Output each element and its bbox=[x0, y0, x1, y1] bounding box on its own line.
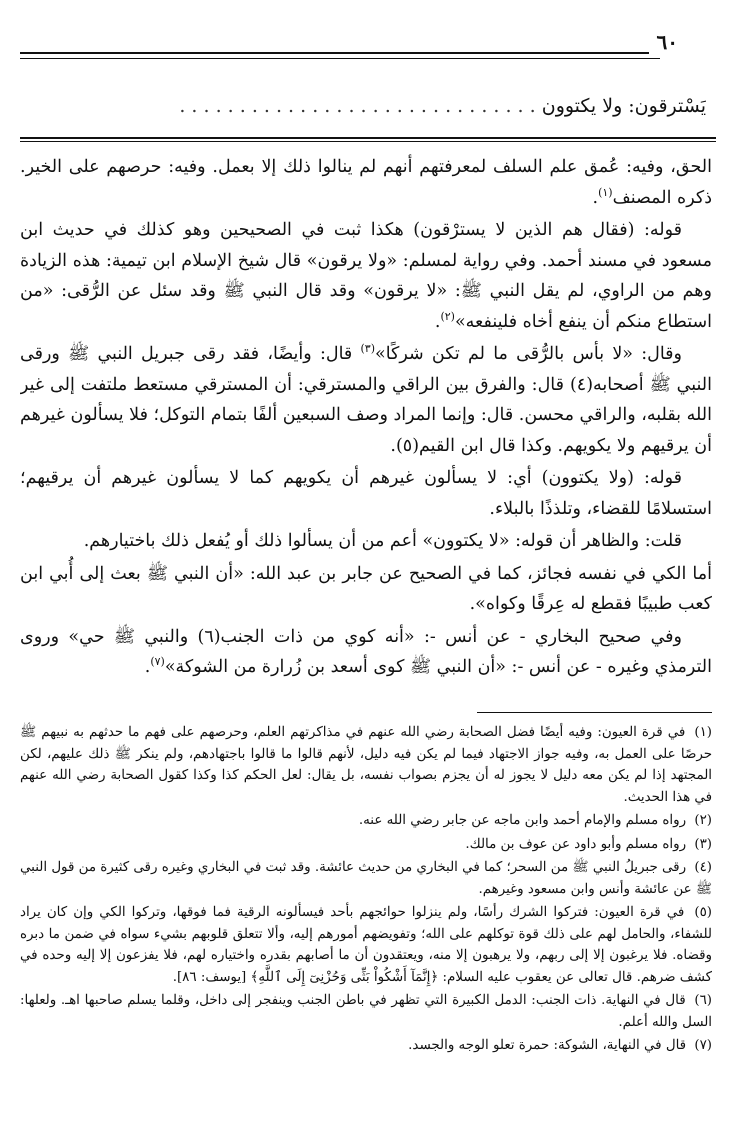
footnote: (٤) رقى جبريلُ النبي ﷺ من السحر؛ كما في البخاري من حديث عائشة. وقد ثبت في البخاري وغيره رقى كثيرة من قول النبي ﷺ عن عائشة وأنس وابن مسعود وغيرهم. bbox=[20, 860, 712, 897]
paragraph: قوله: (ولا يكتوون) أي: لا يسألون غيرهم أن يكويهم كما لا يسألون غيرهم أن يرقيهم؛ استسلامًا للقضاء، وتلذذًا بالبلاء. bbox=[20, 468, 712, 519]
top-rule-thin bbox=[20, 58, 660, 59]
footnote-ref: (٢) bbox=[440, 309, 455, 323]
main-text bbox=[20, 152, 712, 697]
footnote-ref: (٣) bbox=[360, 342, 376, 356]
running-header-text: يَسْترقون: ولا يكتوون bbox=[541, 95, 706, 117]
footnote: (١) في قرة العيون: وفيه أيضًا فضل الصحابة رضي الله عنهم في مذاكرتهم العلم، وحرصهم على فهم ما حدثهم به نبيهم ﷺ حرصًا على العمل به، وفيه جواز الاجتهاد فيما لم يكن فيه دليل، لأنهم قالوا ما قالوا باجتهادهم، ولم ينكر ﷺ ذلك عليهم، لكن المجتهد إذا لم يكن معه دليل لا يجوز له أن يجزم بصواب نفسه، بل يقال: لعل الحكم كذا وكذا كقول الصحابة رضي الله عنهم في هذا الحديث. bbox=[20, 725, 712, 805]
page-number: ٦٠ bbox=[649, 30, 686, 54]
footnote: (٥) في قرة العيون: فتركوا الشرك رأسًا، ولم ينزلوا حوائجهم بأحد فيسألونه الرقية فما فوقها، وتركوا الكي وإن كان يراد للشفاء، والحامل لهم على ذلك قوة توكلهم على الله؛ وتفويضهم أمورهم إليه، وألا تتعلق قلوبهم بشيء سواه في ضمن ما دبره وقضاه. فلا يرغبون إلا إلى ربهم، ولا يرهبون إلا منه، ويعتقدون أن ما أصابهم بقدره واختياره لهم، فلا يفزعون إلا إليه وحده في كشف ضرهم. قال تعالى عن يعقوب عليه السلام: ﴿إِنَّمَآ أَشْكُواْ بَثِّى وَحُزْنِىٓ إِلَى ٱللَّهِ﴾ [يوسف: ٨٦]. bbox=[20, 905, 712, 985]
paragraph: أما الكي في نفسه فجائز، كما في الصحيح عن جابر بن عبد الله: «أن النبي ﷺ بعث إلى أُبي ابن كعب طبيبًا فقطع له عِرقًا وكواه». bbox=[20, 563, 712, 614]
paragraph: قوله: (فقال هم الذين لا يسترْقون) هكذا ثبت في الصحيحين وهو كذلك في حديث ابن مسعود في مسند أحمد. وفي رواية لمسلم: «ولا يرقون» قال شيخ الإسلام ابن تيمية: هذه الزيادة وهم من الراوي، لم يقل النبي ﷺ: «لا يرقون» وقد قال النبي ﷺ وقد سئل عن الرُّقى: «من استطاع منكم أن ينفع أخاه فلينفعه»$^{(٢)}$. bbox=[20, 220, 712, 332]
footnote-ref: (٧) bbox=[150, 655, 165, 669]
footnote-separator bbox=[477, 712, 712, 713]
running-header bbox=[20, 93, 706, 119]
footnote: (٣) رواه مسلم وأبو داود عن عوف بن مالك. bbox=[465, 836, 712, 852]
paragraph: الحق، وفيه: عُمق علم السلف لمعرفتهم أنهم لم ينالوا ذلك إلا بعمل. وفيه: حرصهم على الخير. ذكره المصنف$^{(١)}$. bbox=[20, 157, 712, 208]
footnote-ref: (١) bbox=[598, 185, 613, 199]
header-rule-thick bbox=[20, 137, 716, 139]
top-rule-thick bbox=[20, 52, 660, 54]
footnote: (٢) رواه مسلم والإمام أحمد وابن ماجه عن جابر رضي الله عنه. bbox=[358, 813, 712, 828]
header-rule-thin bbox=[20, 141, 716, 142]
running-header-dots: . . . . . . . . . . . . . . . . . . . . . . . . . . . . . . bbox=[179, 95, 536, 117]
paragraph: قلت: والظاهر أن قوله: «لا يكتوون» أعم من أن يسألوا ذلك أو يُفعل ذلك باختيارهم. bbox=[83, 531, 682, 551]
footnote: (٦) قال في النهاية. ذات الجنب: الدمل الكبيرة التي تظهر في باطن الجنب وينفجر إلى داخل، وقلما يسلم صاحبها اهـ. ولعلها: السل والله أعلم. bbox=[20, 993, 712, 1030]
paragraph: وقال: «لا بأس بالرُّقى ما لم تكن شركًا»$^{(٣)}$ قال: وأيضًا، فقد رقى جبريل النبي ﷺ ورقى النبي ﷺ أصحابه(٤) قال: والفرق بين الراقي والمسترقي: أن المسترقي مستعط ملتفت إلى غير الله بقلبه، والراقي محسن. قال: وإنما المراد وصف السبعين ألفًا بتمام التوكل؛ فلا يسألون غيرهم أن يرقيهم ولا يكويهم. وكذا قال ابن القيم(٥). bbox=[20, 342, 712, 456]
footnote: (٧) قال في النهاية، الشوكة: حمرة تعلو الوجه والجسد. bbox=[408, 1038, 712, 1053]
footnotes bbox=[20, 722, 712, 1112]
paragraph: وفي صحيح البخاري - عن أنس -: «أنه كوي من ذات الجنب(٦) والنبي ﷺ حي» وروى الترمذي وغيره - عن أنس -: «أن النبي ﷺ كوى أسعد بن زُرارة من الشوكة»$^{(٧)}$. bbox=[20, 626, 712, 677]
